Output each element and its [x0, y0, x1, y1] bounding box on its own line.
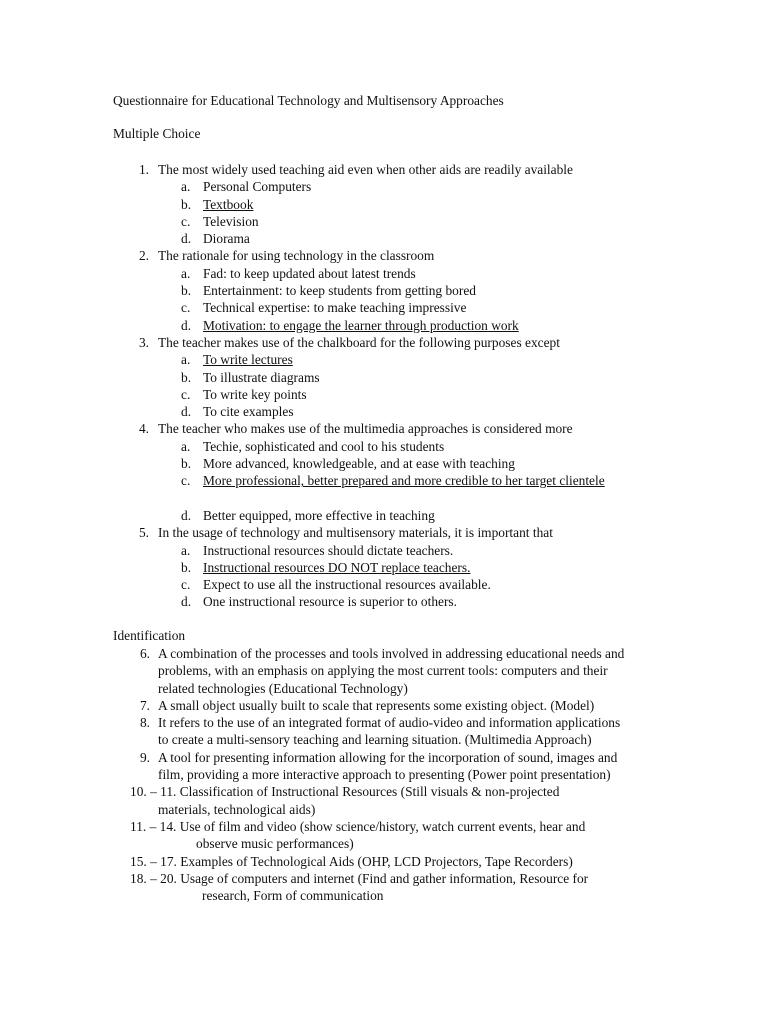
option-text: Fad: to keep updated about latest trends: [203, 265, 416, 281]
question-number: 2.: [138, 248, 149, 264]
option-b: [0, 559, 768, 576]
option-text: Techie, sophisticated and cool to his students: [203, 438, 445, 454]
question-text: The rationale for using technology in the classroom: [158, 248, 435, 264]
option-b: [0, 455, 768, 472]
question-text: The teacher makes use of the chalkboard for the following purposes except: [158, 334, 560, 350]
correct-answer: Textbook: [203, 196, 254, 212]
identification-item-7: [0, 697, 768, 714]
option-letter: b.: [181, 559, 192, 575]
option-text: One instructional resource is superior to others.: [203, 594, 457, 610]
option-letter: a.: [181, 542, 191, 558]
option-text: To write key points: [203, 386, 307, 402]
question-text: In the usage of technology and multisensory materials, it is important that: [158, 525, 553, 541]
option-text: Instructional resources should dictate teachers.: [203, 542, 454, 558]
option-letter: a.: [181, 352, 191, 368]
option-text: To cite examples: [203, 404, 294, 420]
option-letter: c.: [181, 473, 191, 489]
question-text: The teacher who makes use of the multimedia approaches is considered more: [158, 421, 573, 437]
identification-range-10-11: [0, 783, 768, 818]
range-text: 15. – 17. Examples of Technological Aids (OHP, LCD Projectors, Tape Recorders): [130, 853, 573, 869]
range-text: 10. – 11. Classification of Instructional Resources (Still visuals & non-projected: [130, 784, 560, 800]
option-d: [0, 230, 768, 247]
option-letter: d.: [181, 594, 192, 610]
option-b: [0, 282, 768, 299]
question-3: [0, 334, 768, 420]
option-text: Diorama: [203, 231, 250, 247]
option-letter: d.: [181, 231, 192, 247]
correct-answer: Motivation: to engage the learner through production work: [203, 317, 519, 333]
item-text: A combination of the processes and tools involved in addressing educational needs and problems, with an emphasis on applying the most current tools: computers and their related technologies (Educational Technology): [158, 646, 625, 696]
range-text-continued: materials, technological aids): [158, 801, 316, 817]
item-number: 9.: [139, 749, 150, 765]
option-letter: c.: [181, 213, 191, 229]
correct-answer: To write lectures: [203, 352, 293, 368]
identification-list: [0, 645, 768, 904]
item-text: A tool for presenting information allowing for the incorporation of sound, images and film, providing a more interactive approach to presenting (Power point presentation): [158, 749, 618, 783]
option-letter: a.: [181, 438, 191, 454]
option-letter: b.: [181, 369, 192, 385]
option-a: [0, 438, 768, 455]
option-letter: d.: [181, 507, 192, 523]
item-number: 8.: [139, 715, 150, 731]
option-letter: c.: [181, 386, 191, 402]
option-c: [0, 472, 768, 507]
option-letter: c.: [181, 577, 191, 593]
document-title: Questionnaire for Educational Technology and Multisensory Approaches: [113, 93, 504, 108]
option-d: [0, 593, 768, 610]
option-d: [0, 403, 768, 420]
multiple-choice-heading: Multiple Choice: [113, 126, 201, 141]
question-2: [0, 247, 768, 333]
question-number: 4.: [138, 421, 149, 437]
option-a: [0, 265, 768, 282]
range-text-continued: observe music performances): [196, 836, 354, 852]
option-b: [0, 369, 768, 386]
question-5: [0, 524, 768, 610]
option-a: [0, 351, 768, 368]
option-d: [0, 507, 768, 524]
option-b: [0, 196, 768, 213]
option-c: [0, 386, 768, 403]
identification-range-18-20: [0, 870, 768, 905]
identification-item-6: [0, 645, 768, 697]
item-text: A small object usually built to scale that represents some existing object. (Model): [158, 697, 595, 713]
range-text: 18. – 20. Usage of computers and internet (Find and gather information, Resource for: [130, 870, 589, 886]
option-text: Entertainment: to keep students from getting bored: [203, 283, 476, 299]
identification-item-8: [0, 714, 768, 749]
option-letter: c.: [181, 300, 191, 316]
option-text: Personal Computers: [203, 179, 312, 195]
option-letter: d.: [181, 317, 192, 333]
question-number: 3.: [138, 334, 149, 350]
option-a: [0, 542, 768, 559]
option-text: Expect to use all the instructional resources available.: [203, 577, 491, 593]
item-number: 7.: [139, 697, 150, 713]
option-letter: d.: [181, 404, 192, 420]
option-letter: b.: [181, 196, 192, 212]
option-text: Technical expertise: to make teaching impressive: [203, 300, 467, 316]
item-number: 6.: [139, 646, 150, 661]
correct-answer: Instructional resources DO NOT replace teachers.: [203, 559, 471, 575]
option-text: To illustrate diagrams: [203, 369, 320, 385]
range-text-continued: research, Form of communication: [202, 888, 384, 904]
question-1: [0, 161, 768, 247]
option-c: [0, 213, 768, 230]
option-text: Television: [203, 213, 259, 229]
item-text: It refers to the use of an integrated format of audio-video and information applications to create a multi-sensory teaching and learning situation. (Multimedia Approach): [158, 715, 621, 748]
question-number: 5.: [138, 525, 149, 541]
option-c: [0, 576, 768, 593]
range-text: 11. – 14. Use of film and video (show science/history, watch current events, hear and: [130, 818, 586, 834]
option-d: [0, 317, 768, 334]
option-c: [0, 299, 768, 316]
identification-heading: Identification: [113, 628, 186, 643]
question-text: The most widely used teaching aid even when other aids are readily available: [158, 162, 573, 177]
option-letter: a.: [181, 265, 191, 281]
identification-range-15-17: [0, 853, 768, 870]
option-text: More advanced, knowledgeable, and at ease with teaching: [203, 456, 515, 472]
identification-range-11-14: [0, 818, 768, 853]
option-letter: b.: [181, 283, 192, 299]
option-text: Better equipped, more effective in teaching: [203, 507, 435, 523]
option-letter: a.: [181, 179, 191, 195]
option-a: [0, 178, 768, 195]
question-4: [0, 420, 768, 524]
correct-answer: More professional, better prepared and more credible to her target clientele: [203, 473, 605, 489]
identification-item-9: [0, 749, 768, 784]
option-letter: b.: [181, 456, 192, 472]
question-number: 1.: [138, 162, 149, 177]
multiple-choice-list: [0, 161, 768, 611]
